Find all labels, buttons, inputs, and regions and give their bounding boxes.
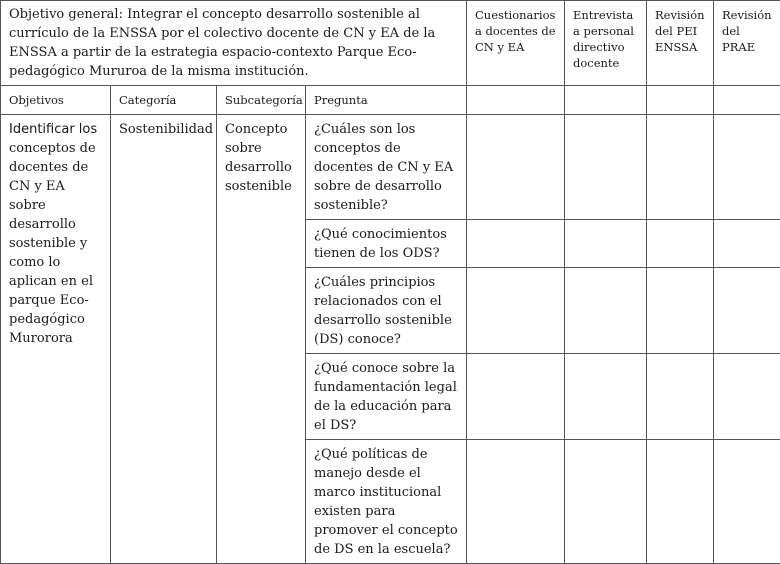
subcategoria-cell	[217, 115, 306, 564]
pregunta-cell	[306, 354, 467, 440]
categoria-text: Sostenibilidad	[111, 115, 216, 143]
empty-cell	[647, 220, 714, 268]
column-header	[1, 86, 111, 115]
column-header	[217, 86, 306, 115]
empty-cell	[714, 115, 780, 220]
instrument-cell	[647, 1, 714, 86]
column-header-subcategoria: Subcategoría	[217, 86, 305, 112]
objective-general-text: Objetivo general: Integrar el concepto desarrollo sostenible al currículo de la ENSSA por el colectivo docente de CN y EA de la ENSSA a partir de la estrategia espacio-contexto Parque Eco-pedagógico Mururoa de la misma institución.	[1, 1, 466, 85]
empty-cell	[565, 354, 647, 440]
empty-cell	[714, 220, 780, 268]
empty-cell	[714, 86, 780, 115]
categoria-cell	[111, 115, 217, 564]
instrument-label: Cuestionarios a docentes de CN y EA	[467, 1, 564, 59]
empty-cell	[647, 268, 714, 354]
empty-cell	[565, 440, 647, 564]
empty-cell	[647, 115, 714, 220]
empty-cell	[647, 440, 714, 564]
instrument-label: Revisión del PEI ENSSA	[647, 1, 713, 59]
empty-cell	[565, 86, 647, 115]
objetivo-text	[1, 115, 110, 352]
column-header	[306, 86, 467, 115]
instrument-label: Entrevista a personal directivo docente	[565, 1, 646, 75]
empty-cell	[714, 354, 780, 440]
pregunta-cell	[306, 268, 467, 354]
column-header-categoria: Categoría	[111, 86, 216, 112]
empty-cell	[467, 115, 565, 220]
empty-cell	[565, 115, 647, 220]
instrument-cell	[565, 1, 647, 86]
pregunta-text: ¿Qué conoce sobre la fundamentación legal de la educación para el DS?	[306, 354, 466, 439]
instrument-cell	[714, 1, 780, 86]
objective-general-cell	[1, 1, 467, 86]
empty-cell	[467, 354, 565, 440]
empty-cell	[647, 354, 714, 440]
objetivo-rest: conceptos de docentes de CN y EA sobre desarrollo sostenible y como lo aplican en el parque Eco-pedagógico Murorora	[9, 141, 96, 346]
pregunta-text: ¿Cuáles son los conceptos de docentes de CN y EA sobre de desarrollo sostenible?	[306, 115, 466, 219]
objetivo-first-line: Identificar los	[9, 122, 97, 137]
empty-cell	[714, 268, 780, 354]
objetivo-cell	[1, 115, 111, 564]
empty-cell	[467, 86, 565, 115]
pregunta-text: ¿Qué políticas de manejo desde el marco institucional existen para promover el concepto de DS en la escuela?	[306, 440, 466, 563]
instrument-label: Revisión del PRAE	[714, 1, 780, 59]
empty-cell	[467, 440, 565, 564]
empty-cell	[714, 440, 780, 564]
column-header-pregunta: Pregunta	[306, 86, 466, 112]
pregunta-cell	[306, 115, 467, 220]
pregunta-cell	[306, 220, 467, 268]
empty-cell	[467, 268, 565, 354]
empty-cell	[565, 220, 647, 268]
empty-cell	[467, 220, 565, 268]
instrument-cell	[467, 1, 565, 86]
table-row	[1, 115, 780, 220]
empty-cell	[565, 268, 647, 354]
pregunta-text: ¿Qué conocimientos tienen de los ODS?	[306, 220, 466, 267]
pregunta-text: ¿Cuáles principios relacionados con el desarrollo sostenible (DS) conoce?	[306, 268, 466, 353]
column-header	[111, 86, 217, 115]
empty-cell	[647, 86, 714, 115]
column-header-objetivos: Objetivos	[1, 86, 110, 112]
pregunta-cell	[306, 440, 467, 564]
subcategoria-text: Concepto sobre desarrollo sostenible	[217, 115, 305, 200]
column-header-row	[1, 86, 780, 115]
header-row	[1, 1, 780, 86]
